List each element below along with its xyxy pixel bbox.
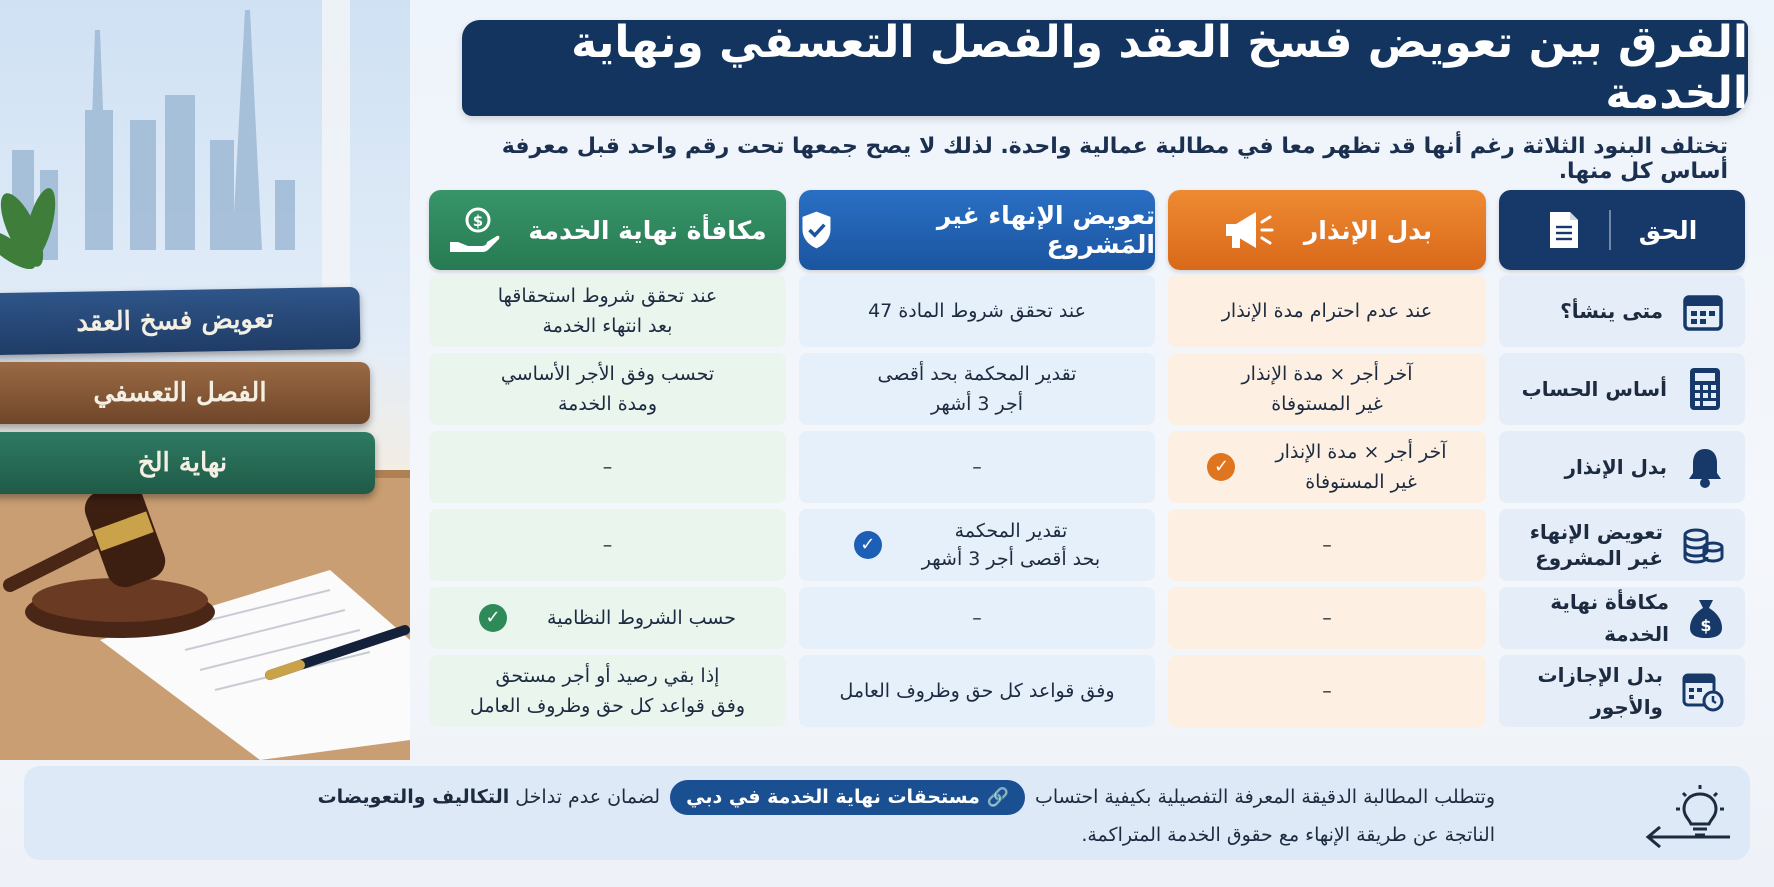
cell-notice-leave: – [1168, 655, 1486, 727]
bottom-note [24, 766, 1750, 860]
bell-icon [1685, 445, 1725, 489]
cell-eos-when: عند تحقق شروط استحقاقها بعد انتهاء الخدمة [429, 275, 786, 347]
check-icon: ✓ [479, 604, 507, 632]
check-icon: ✓ [1207, 453, 1235, 481]
cell-notice-basis: آخر أجر × مدة الإنذار غير المستوفاة [1168, 353, 1486, 425]
row-label-eos: $ مكافأة نهاية الخدمة [1499, 587, 1745, 649]
calendar-clock-icon [1681, 669, 1725, 713]
row-label-unfair: تعويض الإنهاء غير المشروع [1499, 509, 1745, 581]
illustration [0, 0, 410, 760]
cell-unfair-unfair: تقدير المحكمة بحد أقصى أجر 3 أشهر ✓ [799, 509, 1155, 581]
header-unfair-label: تعويض الإنهاء غير المَشروع [936, 201, 1155, 259]
header-notice [1168, 190, 1486, 270]
cell-eos-unfair: – [429, 509, 786, 581]
cell-unfair-notice: – [799, 431, 1155, 503]
document-icon [1547, 210, 1581, 250]
cell-notice-unfair: – [1168, 509, 1486, 581]
coins-icon [1681, 523, 1725, 567]
link-icon: 🔗 [986, 787, 1009, 808]
column-notice [1168, 190, 1486, 750]
cell-notice-when: عند عدم احترام مدة الإنذار [1168, 275, 1486, 347]
hand-coin-icon [448, 206, 500, 254]
header-right [1499, 190, 1745, 270]
cell-eos-basis: تحسب وفق الأجر الأساسي ومدة الخدمة [429, 353, 786, 425]
column-right [1499, 190, 1745, 750]
book-contract-termination: تعويض فسخ العقد [0, 287, 361, 355]
end-of-service-link[interactable]: 🔗 مستحقات نهاية الخدمة في دبي [670, 780, 1025, 815]
money-bag-icon [1687, 596, 1725, 640]
svg-text:$: $ [1700, 616, 1712, 635]
book-end-of-service: نهاية الخ [0, 432, 375, 494]
intro-text: تختلف البنود الثلاثة رغم أنها قد تظهر معا في مطالبة عمالية واحدة. لذلك لا يصح جمعها تحت رقم واحد قبل معرفة أساس كل منها. [501, 134, 1728, 184]
cell-notice-eos: – [1168, 587, 1486, 649]
cell-eos-eos: حسب الشروط النظامية ✓ [429, 587, 786, 649]
header-right-label: الحق [1638, 215, 1698, 245]
row-label-when: متى ينشأ؟ [1499, 275, 1745, 347]
megaphone-icon [1222, 208, 1276, 252]
row-label-leave: بدل الإجازات والأجور [1499, 655, 1745, 727]
page-title: الفرق بين تعويض فسخ العقد والفصل التعسفي ونهاية الخدمة [571, 17, 1748, 119]
shield-check-icon [799, 207, 834, 253]
bottom-text: وتتطلب المطالبة الدقيقة المعرفة التفصيلية بكيفية احتساب 🔗 مستحقات نهاية الخدمة في دبي لضمان عدم تداخل التكاليف والتعويضات الناتجة عن طريقة الإنهاء مع حقوق الخدمة المتراكمة. [195, 778, 1495, 854]
arrow-left-icon [1644, 822, 1734, 852]
column-unfair [799, 190, 1155, 750]
row-label-notice: بدل الإنذار [1499, 431, 1745, 503]
calculator-icon [1685, 366, 1725, 412]
header-notice-label: بدل الإنذار [1303, 215, 1433, 245]
cell-eos-leave: إذا بقي رصيد أو أجر مستحق وفق قواعد كل حق وظروف العامل [429, 655, 786, 727]
cell-unfair-leave: وفق قواعد كل حق وظروف العامل [799, 655, 1155, 727]
cell-unfair-eos: – [799, 587, 1155, 649]
header-eos [429, 190, 786, 270]
row-label-basis: أساس الحساب [1499, 353, 1745, 425]
header-unfair [799, 190, 1155, 270]
column-eos [429, 190, 786, 750]
cell-eos-notice: – [429, 431, 786, 503]
cell-unfair-basis: تقدير المحكمة بحد أقصى أجر 3 أشهر [799, 353, 1155, 425]
calendar-icon [1681, 289, 1725, 333]
cell-unfair-when: عند تحقق شروط المادة 47 [799, 275, 1155, 347]
header-eos-label: مكافأة نهاية الخدمة [528, 215, 767, 245]
check-icon: ✓ [854, 531, 882, 559]
svg-text:$: $ [473, 212, 484, 230]
book-arbitrary-dismissal: الفصل التعسفي [0, 362, 370, 424]
cell-notice-notice: آخر أجر × مدة الإنذار غير المستوفاة ✓ [1168, 431, 1486, 503]
title-banner [462, 17, 1748, 119]
